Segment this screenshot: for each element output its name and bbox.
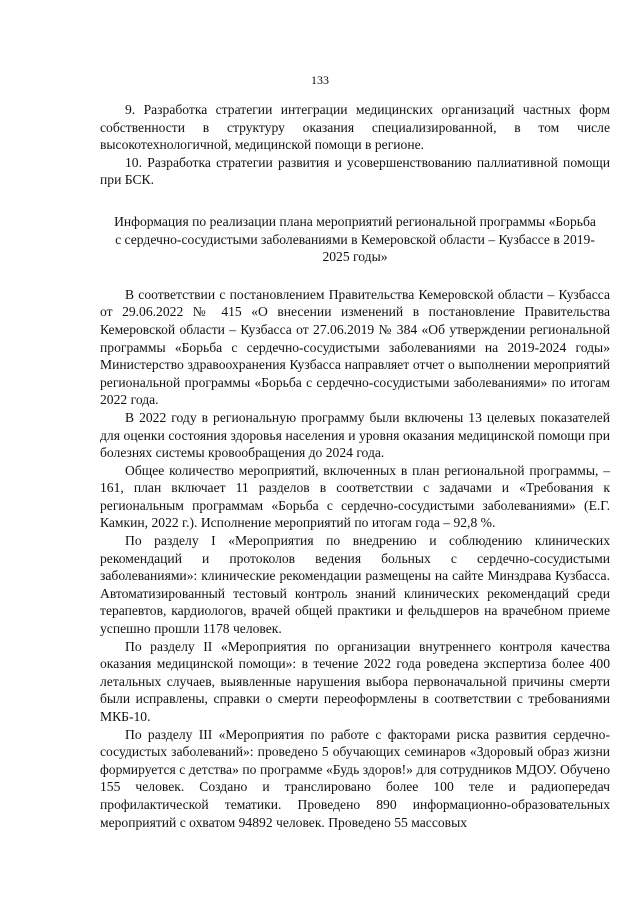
list-item-9: 9. Разработка стратегии интеграции медицинских организаций частных форм собственности в структуру оказания специализированной, в том числе высокотехнологичной, медицинской помощи в регионе. — [100, 102, 610, 153]
paragraph-section-1: По разделу I «Мероприятия по внедрению и соблюдению клинических рекомендаций и протоколов ведения больных с сердечно-сосудистыми заболеваниями»: клинические рекомендации размещены на сайте Минздрава Кузбасса. Автоматизированный тестовый контроль знаний клинических рекомендаций среди терапевтов, кардиологов, врачей общей практики и фельдшеров на врачебном приеме успешно прошли 1178 человек. — [100, 533, 610, 637]
paragraph-section-3: По разделу III «Мероприятия по работе с факторами риска развития сердечно-сосудистых заболеваний»: проведено 5 обучающих семинаров «Здоровый образ жизни формируется с детства» по программе «Будь здоров!» для сотрудников МДОУ. Обучено 155 человек. Создано и транслировано более 100 теле и радиопередач профилактической тематики. Проведено 890 информационно-образовательных мероприятий с охватом 94892 человек. Проведено 55 массовых — [100, 726, 610, 830]
paragraph-section-2: По разделу II «Мероприятия по организации внутреннего контроля качества оказания медицинской помощи»: в течение 2022 года роведена экспертиза более 400 летальных случаев, выявленные нарушения выбора первоначальной причины смерти были исправлены, справки о смерти переоформлены в соответствии с требованиями МКБ-10. — [100, 638, 610, 724]
spacer — [100, 266, 610, 286]
list-item-10: 10. Разработка стратегии развития и усовершенствованию паллиативной помощи при БСК. — [100, 154, 610, 188]
paragraph-intro: В соответствии с постановлением Правительства Кемеровской области – Кузбасса от 29.06.2022 № 415 «О внесении изменений в постановление Правительства Кемеровской области – Кузбасса от 27.06.2019 № 384 «Об утверждении региональной программы «Борьба с сердечно-сосудистыми заболеваниями на 2019-2024 годы» Министерство здравоохранения Кузбасса направляет отчет о выполнении мероприятий региональной программы «Борьба с сердечно-сосудистыми заболеваниями» по итогам 2022 года. — [100, 286, 610, 408]
document-body — [100, 101, 610, 831]
paragraph-targets: В 2022 году в региональную программу были включены 13 целевых показателей для оценки состояния здоровья населения и уровня оказания медицинской помощи при болезнях системы кровообращения до 2024 года. — [100, 409, 610, 461]
section-heading: Информация по реализации плана мероприятий региональной программы «Борьба с сердечно-сосудистыми заболеваниями в Кемеровской области – Кузбассе в 2019-2025 годы» — [114, 213, 596, 265]
paragraph-activities: Общее количество мероприятий, включенных в план региональной программы, – 161, план включает 11 разделов в соответствии с задачами и «Требования к региональным программам «Борьба с сердечно-сосудистыми заболеваниями» (Е.Г. Камкин, 2022 г.). Исполнение мероприятий по итогам года – 92,8 %. — [100, 462, 610, 531]
page-number: 133 — [311, 73, 329, 87]
spacer — [100, 189, 610, 213]
